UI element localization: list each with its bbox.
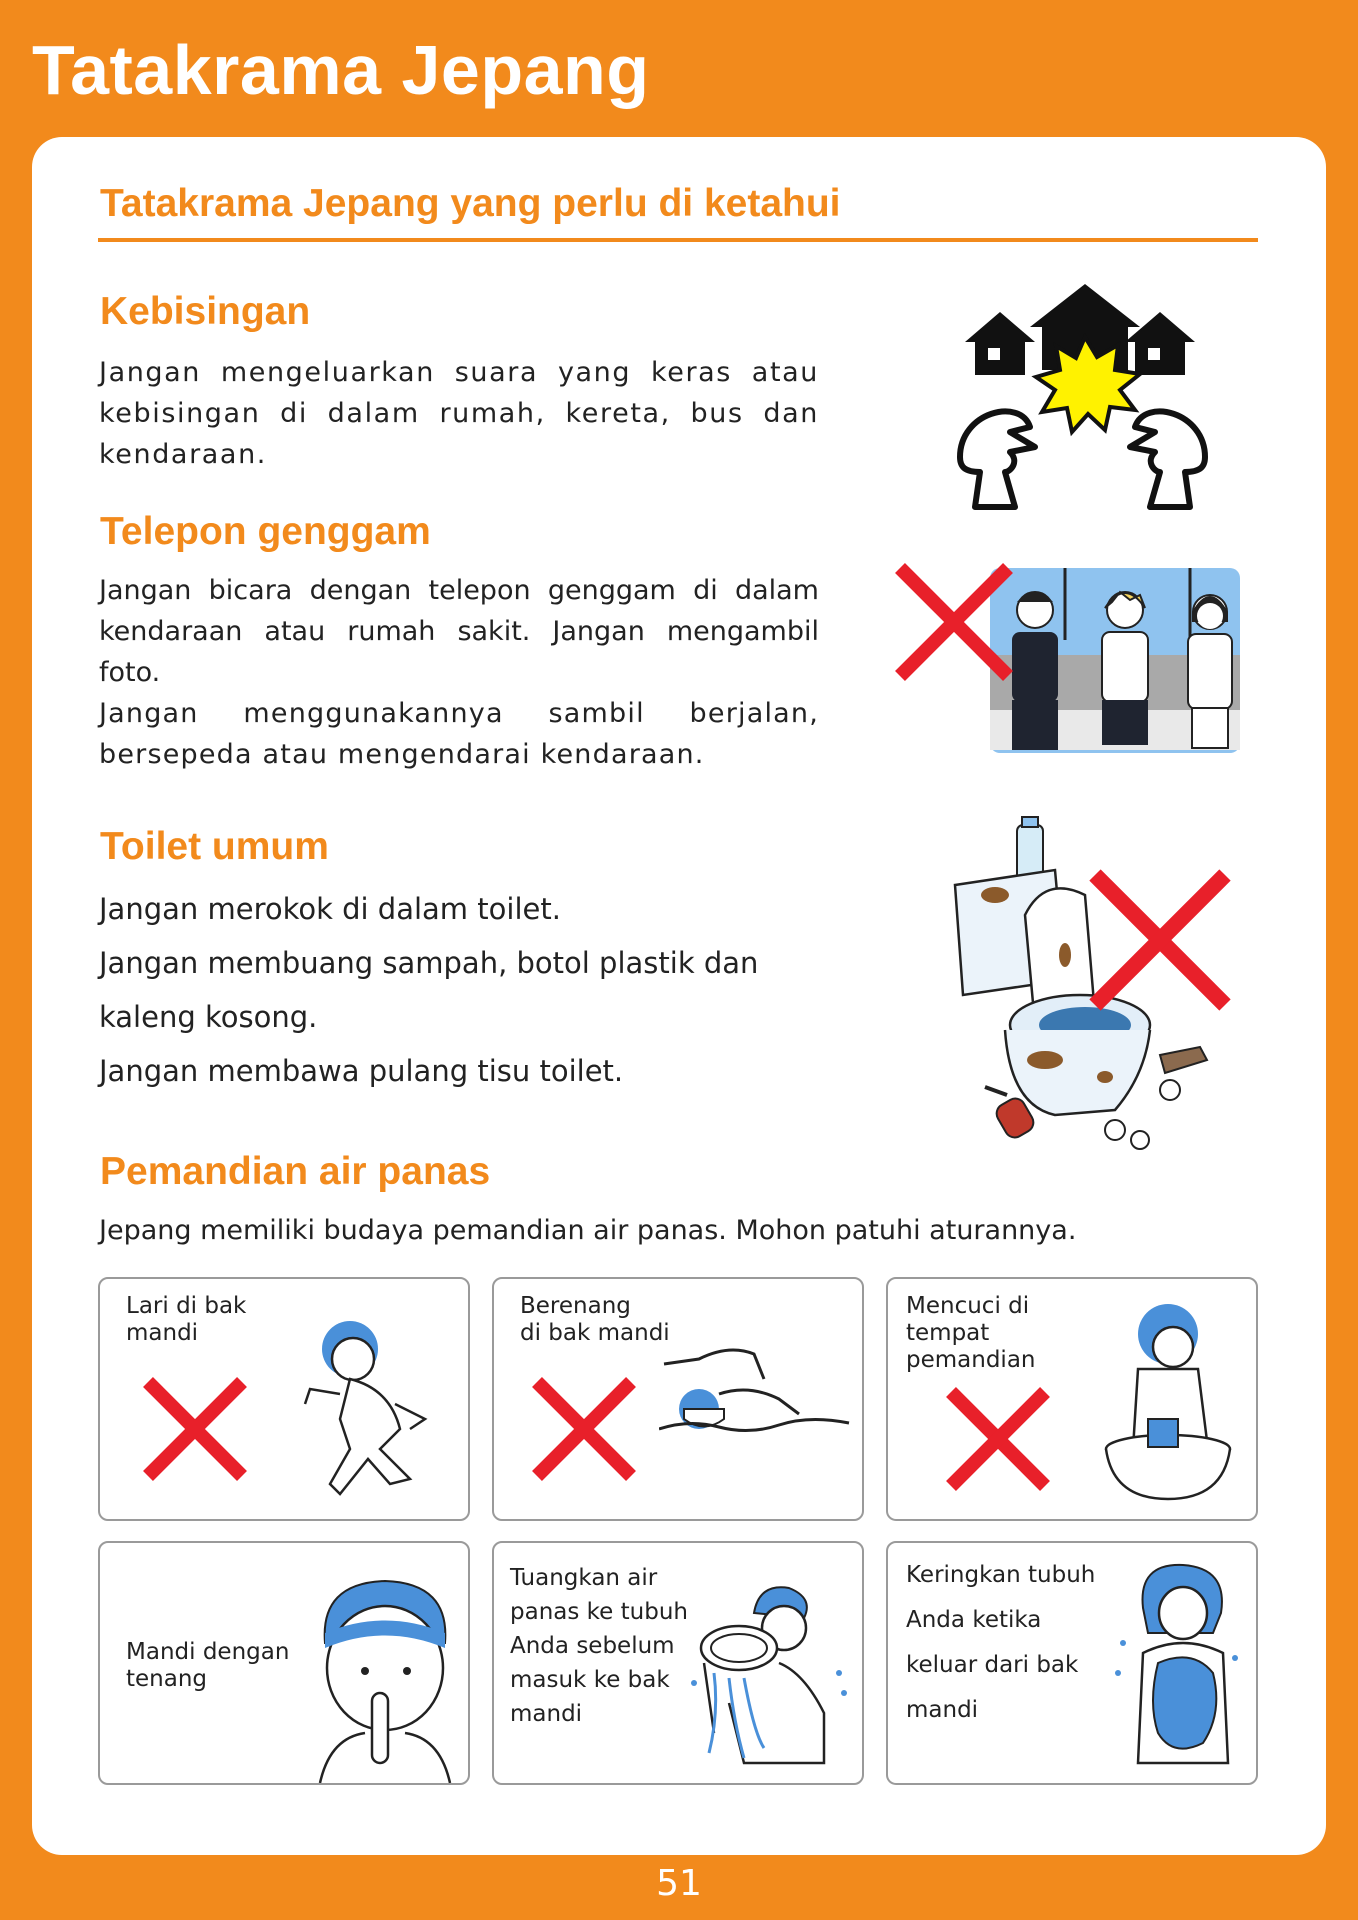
card-label: Lari di bak mandi xyxy=(126,1293,247,1346)
card-label: Berenang di bak mandi xyxy=(520,1293,670,1346)
washing-in-basin-icon xyxy=(1088,1299,1248,1509)
phone-heading: Telepon genggam xyxy=(100,510,431,553)
pouring-water-icon xyxy=(684,1583,859,1773)
section-underline xyxy=(98,238,1258,242)
noise-paragraph: Jangan mengeluarkan suara yang keras atau kebisingan di dalam rumah, kereta, bus dan kendaraan. xyxy=(99,357,819,470)
onsen-heading: Pemandian air panas xyxy=(100,1150,491,1193)
page-header-title: Tatakrama Jepang xyxy=(32,31,650,109)
toilet-heading: Toilet umum xyxy=(100,825,329,868)
toilet-rule-2: Jangan membuang sampah, botol plastik dan kaleng kosong. xyxy=(99,946,759,1034)
page-number: 51 xyxy=(656,1863,702,1904)
onsen-intro: Jepang memiliki budaya pemandian air panas. Mohon patuhi aturannya. xyxy=(99,1215,1077,1246)
phone-on-train-illustration xyxy=(890,560,1240,760)
noise-heading: Kebisingan xyxy=(100,290,311,333)
toilet-rule-1: Jangan merokok di dalam toilet. xyxy=(99,892,561,926)
noise-text xyxy=(99,352,819,475)
prohibited-x-icon xyxy=(943,1384,1053,1494)
onsen-card-no-running xyxy=(98,1277,470,1521)
card-label: Tuangkan air panas ke tubuh Anda sebelum masuk ke bak mandi xyxy=(510,1565,688,1727)
phone-paragraph-2: Jangan menggunakannya sambil berjalan, bersepeda atau mengendarai kendaraan. xyxy=(99,698,819,770)
dirty-toilet-illustration xyxy=(945,815,1235,1165)
noise-complaint-illustration xyxy=(950,282,1220,512)
card-label: Keringkan tubuh Anda ketika keluar dari bak mandi xyxy=(906,1562,1096,1723)
prohibited-x-icon xyxy=(140,1374,250,1484)
onsen-card-rinse-first xyxy=(492,1541,864,1785)
drying-body-icon xyxy=(1103,1563,1248,1773)
prohibited-x-icon xyxy=(529,1374,639,1484)
onsen-card-dry-off xyxy=(886,1541,1258,1785)
onsen-card-quiet xyxy=(98,1541,470,1785)
onsen-card-no-washing xyxy=(886,1277,1258,1521)
toilet-text xyxy=(99,882,819,1098)
toilet-rule-3: Jangan membawa pulang tisu toilet. xyxy=(99,1054,624,1088)
card-label: Mandi dengan tenang xyxy=(126,1639,290,1692)
swimming-person-icon xyxy=(659,1339,859,1449)
quiet-gesture-icon xyxy=(310,1573,460,1783)
card-label: Mencuci di tempat pemandian xyxy=(906,1293,1036,1373)
phone-text xyxy=(99,570,819,775)
section-title: Tatakrama Jepang yang perlu di ketahui xyxy=(100,182,841,225)
running-person-icon xyxy=(290,1309,460,1509)
onsen-card-no-swimming xyxy=(492,1277,864,1521)
phone-paragraph-1: Jangan bicara dengan telepon genggam di dalam kendaraan atau rumah sakit. Jangan mengambil foto. xyxy=(99,575,819,688)
